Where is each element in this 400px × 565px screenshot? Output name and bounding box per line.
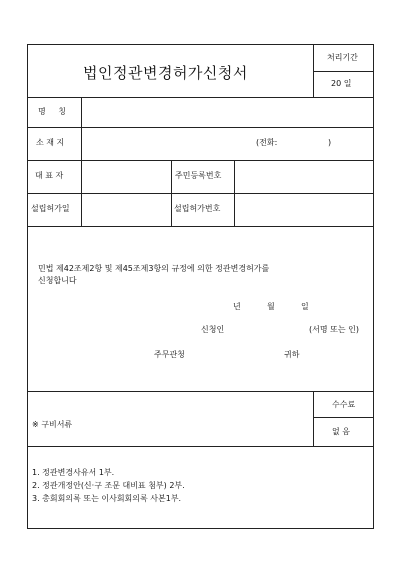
fee-label: 수수료	[332, 400, 356, 409]
divider	[81, 97, 82, 226]
divider	[28, 127, 374, 128]
signature-label: (서명 또는 인)	[309, 325, 359, 334]
phone-label: (전화:	[256, 138, 278, 147]
divider	[313, 391, 314, 446]
divider	[171, 160, 172, 226]
permit-date-label: 설립허가일	[31, 204, 70, 213]
statement-line-1: 민법 제42조제2항 및 제45조제3항의 규정에 의한 정관변경허가를	[38, 264, 270, 273]
day-label: 일	[301, 302, 309, 311]
resident-number-label: 주민등록번호	[175, 171, 222, 180]
divider	[28, 446, 374, 447]
year-label: 년	[233, 302, 241, 311]
divider	[28, 97, 374, 98]
phone-close: )	[328, 138, 332, 147]
form-title: 법인정관변경허가신청서	[83, 64, 248, 82]
attachment-item: 2. 정관개정안(신·구 조문 대비표 첨부) 2부.	[32, 481, 185, 490]
application-form	[27, 44, 374, 529]
divider	[313, 417, 374, 418]
divider	[28, 391, 374, 392]
statement-line-2: 신청합니다	[38, 276, 77, 285]
divider	[313, 45, 314, 97]
divider	[234, 160, 235, 226]
representative-label: 대 표 자	[35, 171, 64, 180]
processing-period-value: 20 일	[331, 79, 352, 88]
divider	[28, 193, 374, 194]
applicant-label: 신청인	[201, 325, 225, 334]
fee-value: 없 음	[332, 427, 350, 436]
recipient-label: 귀하	[284, 350, 300, 359]
attachment-item: 1. 정관변경사유서 1부.	[32, 468, 115, 477]
attachment-item: 3. 총회회의록 또는 이사회회의록 사본1부.	[32, 494, 182, 503]
processing-period-label: 처리기간	[327, 53, 358, 62]
divider	[28, 226, 374, 227]
address-label: 소 재 지	[36, 138, 65, 147]
authority-label: 주무관청	[154, 350, 185, 359]
name-label: 명 칭	[38, 107, 66, 116]
divider	[313, 71, 374, 72]
divider	[28, 160, 374, 161]
attachments-label: ※ 구비서류	[32, 420, 73, 429]
permit-number-label: 설립허가번호	[174, 204, 221, 213]
month-label: 월	[267, 302, 275, 311]
